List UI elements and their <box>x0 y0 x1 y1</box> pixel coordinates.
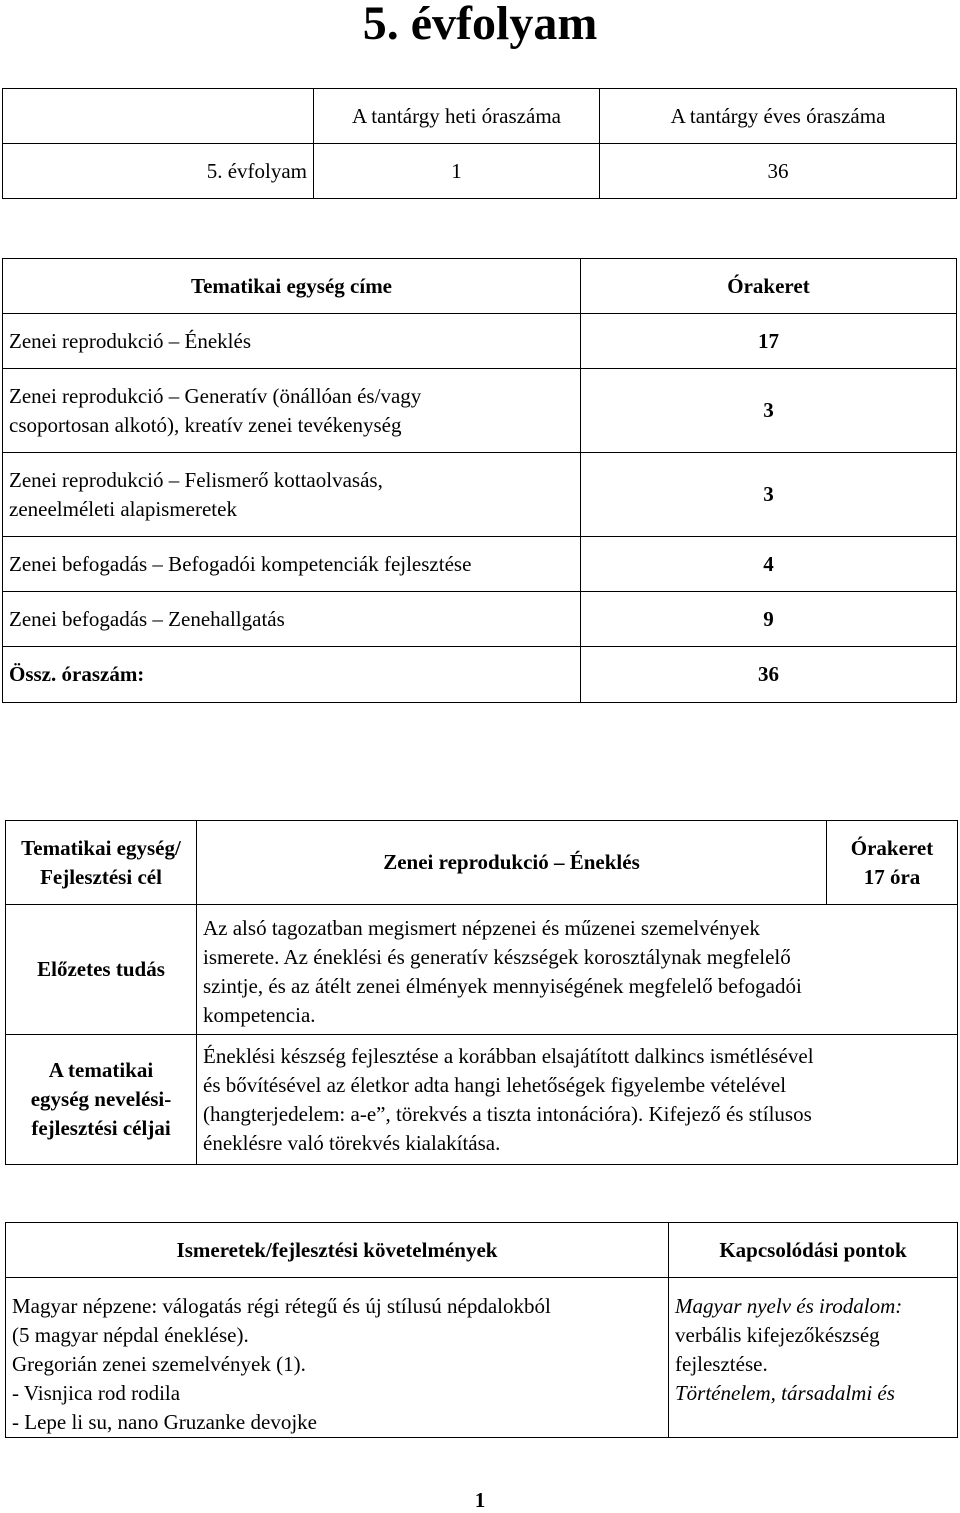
development-goals-label: A tematikai egység nevelési- fejlesztési céljai <box>6 1035 197 1165</box>
unit-hours: 9 <box>581 592 957 647</box>
table1-corner <box>3 89 314 144</box>
unit-hours: 4 <box>581 537 957 592</box>
unit-title: Zenei befogadás – Befogadói kompetenciák fejlesztése <box>3 537 581 592</box>
connections-header: Kapcsolódási pontok <box>669 1223 958 1278</box>
unit-detail-table <box>5 820 958 1165</box>
page-number: 1 <box>474 1488 486 1512</box>
connection-subject: Történelem, társadalmi és <box>675 1381 895 1405</box>
table-row <box>3 314 957 369</box>
prior-knowledge-label: Előzetes tudás <box>6 905 197 1035</box>
table-row <box>3 537 957 592</box>
requirements-header: Ismeretek/fejlesztési követelmények <box>6 1223 669 1278</box>
hours-frame-header: Órakeret <box>581 259 957 314</box>
connection-subject: Magyar nyelv és irodalom: <box>675 1294 903 1318</box>
total-value: 36 <box>581 647 957 703</box>
table-row <box>3 453 957 537</box>
unit-hours-frame: Órakeret 17 óra <box>827 821 958 905</box>
unit-hours: 3 <box>581 369 957 453</box>
unit-title: Zenei reprodukció – Felismerő kottaolvasás, zeneelméleti alapismeretek <box>3 453 581 537</box>
weekly-hours-header: A tantárgy heti óraszáma <box>314 89 600 144</box>
yearly-hours-header: A tantárgy éves óraszáma <box>600 89 957 144</box>
unit-name: Zenei reprodukció – Éneklés <box>197 821 827 905</box>
unit-hours: 17 <box>581 314 957 369</box>
requirements-text: Magyar népzene: válogatás régi rétegű és új stílusú népdalokból (5 magyar népdal éneklése). Gregorián zenei szemelvények (1). - Visnjica rod rodila - Lepe li su, nano Gruzanke devojke <box>6 1278 669 1438</box>
development-goals-text: Éneklési készség fejlesztése a korábban elsajátított dalkincs ismétlésével és bővítésével az életkor adta hangi lehetőségek figyelembe vételével (hangterjedelem: a-e”, törekvés a tiszta intonációra). Kifejező és stílusos éneklésre való törekvés kialakítása. <box>197 1035 958 1165</box>
total-row <box>3 647 957 703</box>
yearly-hours-value: 36 <box>600 144 957 199</box>
grade-label: 5. évfolyam <box>3 144 314 199</box>
unit-title: Zenei reprodukció – Generatív (önállóan és/vagy csoportosan alkotó), kreatív zenei tevékenység <box>3 369 581 453</box>
connections-text: Magyar nyelv és irodalom: verbális kifejezőkészség fejlesztése. Történelem, társadalmi és <box>669 1278 958 1438</box>
unit-title: Zenei reprodukció – Éneklés <box>3 314 581 369</box>
weekly-hours-value: 1 <box>314 144 600 199</box>
hours-summary-table <box>2 88 957 199</box>
prior-knowledge-text: Az alsó tagozatban megismert népzenei és műzenei szemelvények ismerete. Az éneklési és generatív készségek korosztálynak megfelelő szintje, és az átélt zenei élmények mennyiségének megfelelő befogadói kompetencia. <box>197 905 958 1035</box>
unit-title: Zenei befogadás – Zenehallgatás <box>3 592 581 647</box>
requirements-table <box>5 1222 958 1438</box>
unit-goal-label: Tematikai egység/ Fejlesztési cél <box>6 821 197 905</box>
table-row <box>3 369 957 453</box>
table-row <box>3 592 957 647</box>
unit-hours: 3 <box>581 453 957 537</box>
page-title: 5. évfolyam <box>362 0 598 50</box>
total-label: Össz. óraszám: <box>3 647 581 703</box>
thematic-unit-title-header: Tematikai egység címe <box>3 259 581 314</box>
thematic-units-table <box>2 258 957 703</box>
